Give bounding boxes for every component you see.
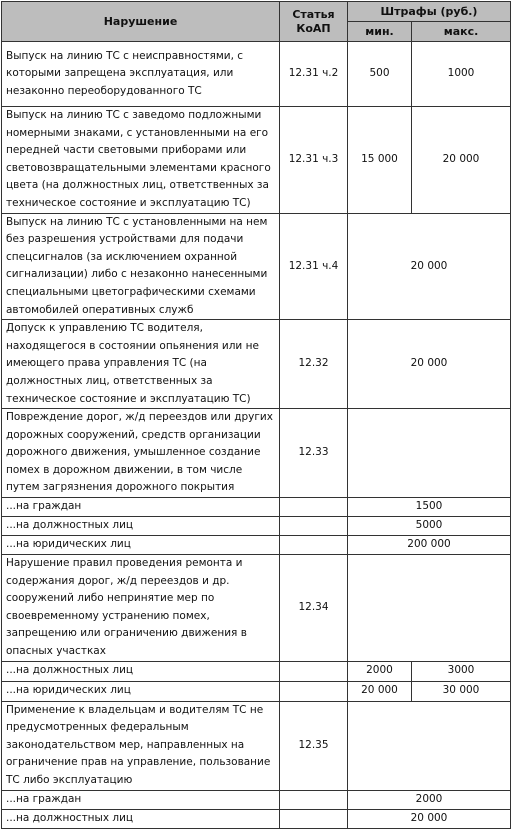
empty-cell (280, 498, 348, 517)
fine-max: 20 000 (412, 107, 511, 214)
fine-max: 30 000 (412, 681, 511, 701)
table-row (2, 107, 511, 214)
fine-value: 20 000 (348, 213, 511, 320)
header-min: мин. (348, 22, 412, 42)
table-row (2, 681, 511, 701)
subject-text: ...на должностных лиц (2, 809, 280, 828)
article-cell: 12.35 (280, 701, 348, 790)
violation-text: Применение к владельцам и водителям ТС не предусмотренных федеральным законодательством мер, направленных на ограничение прав на управление, пользование ТС либо эксплуатацию (2, 701, 280, 790)
fine-value: 1500 (348, 498, 511, 517)
fine-value: 20 000 (348, 320, 511, 409)
violation-text: Выпуск на линию ТС с заведомо подложными номерными знаками, с установленными на его передней части световыми приборами или световозвращательными элементами красного цвета (на должностных лиц, ответственных за техническое состояние и эксплуатацию ТС) (2, 107, 280, 214)
violation-text: Повреждение дорог, ж/д переездов или других дорожных сооружений, средств организации дорожного движения, умышленное создание помех в дорожном движении, в том числе путем загрязнения дорожного покрытия (2, 409, 280, 498)
article-cell: 12.31 ч.3 (280, 107, 348, 214)
empty-cell (280, 536, 348, 555)
header-max: макс. (412, 22, 511, 42)
fine-min: 2000 (348, 661, 412, 681)
subject-text: ...на граждан (2, 790, 280, 809)
violation-text: Допуск к управлению ТС водителя, находящегося в состоянии опьянения или не имеющего права управления ТС (на должностных лиц, ответственных за техническое состояние и эксплуатацию ТС) (2, 320, 280, 409)
table-row (2, 409, 511, 498)
empty-cell (280, 517, 348, 536)
fine-max: 3000 (412, 661, 511, 681)
table-row (2, 701, 511, 790)
empty-cell (348, 701, 511, 790)
header-article: Статья КоАП (280, 2, 348, 42)
table-row (2, 661, 511, 681)
fine-min: 15 000 (348, 107, 412, 214)
fine-value: 200 000 (348, 536, 511, 555)
fine-value: 5000 (348, 517, 511, 536)
article-cell: 12.31 ч.2 (280, 42, 348, 107)
fine-value: 20 000 (348, 809, 511, 828)
fine-min: 500 (348, 42, 412, 107)
header-violation: Нарушение (2, 2, 280, 42)
subject-text: ...на должностных лиц (2, 517, 280, 536)
empty-cell (348, 409, 511, 498)
table-row (2, 213, 511, 320)
fine-max: 1000 (412, 42, 511, 107)
header-fines: Штрафы (руб.) (348, 2, 511, 22)
table-row (2, 320, 511, 409)
table-row (2, 42, 511, 107)
article-cell: 12.32 (280, 320, 348, 409)
table-row (2, 536, 511, 555)
violation-text: Выпуск на линию ТС с установленными на нем без разрешения устройствами для подачи спецсигналов (за исключением охранной сигнализации) либо с незаконно нанесенными специальными цветографическими схемами автомобилей оперативных служб (2, 213, 280, 320)
table-row (2, 809, 511, 828)
table-header (2, 2, 511, 42)
fine-value: 2000 (348, 790, 511, 809)
article-cell: 12.31 ч.4 (280, 213, 348, 320)
subject-text: ...на должностных лиц (2, 661, 280, 681)
fine-min: 20 000 (348, 681, 412, 701)
empty-cell (348, 555, 511, 662)
violation-text: Выпуск на линию ТС с неисправностями, с которыми запрещена эксплуатация, или незаконно переоборудованного ТС (2, 42, 280, 107)
empty-cell (280, 809, 348, 828)
empty-cell (280, 681, 348, 701)
violation-text: Нарушение правил проведения ремонта и содержания дорог, ж/д переездов и др. сооружений либо непринятие мер по своевременному устранению помех, запрещению или ограничению движения в опасных участках (2, 555, 280, 662)
subject-text: ...на юридических лиц (2, 536, 280, 555)
fines-table (1, 1, 511, 829)
article-cell: 12.33 (280, 409, 348, 498)
table-row (2, 517, 511, 536)
table-row (2, 555, 511, 662)
article-cell: 12.34 (280, 555, 348, 662)
subject-text: ...на юридических лиц (2, 681, 280, 701)
table-row (2, 498, 511, 517)
empty-cell (280, 661, 348, 681)
subject-text: ...на граждан (2, 498, 280, 517)
